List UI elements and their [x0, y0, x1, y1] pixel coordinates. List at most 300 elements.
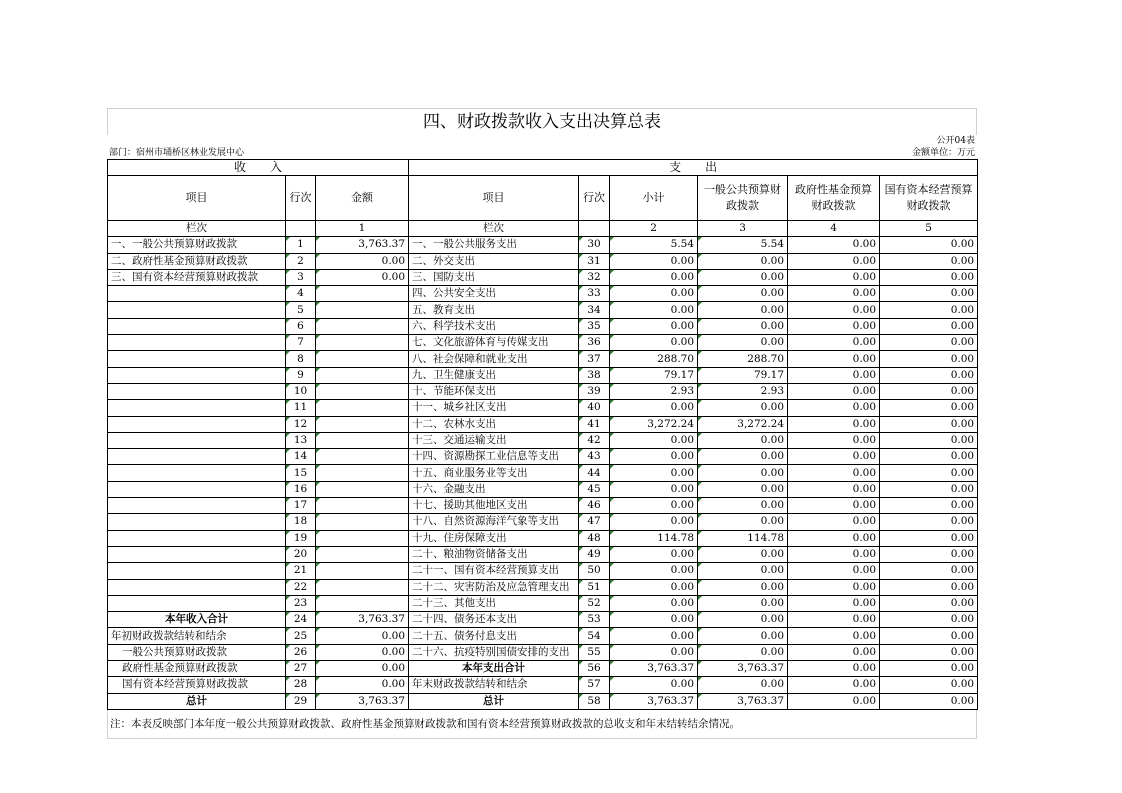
- fund-amount: [788, 498, 880, 514]
- left-item: [108, 449, 286, 465]
- fund-amount: [788, 661, 880, 677]
- right-item: [409, 644, 579, 660]
- right-line: [579, 563, 610, 579]
- general-amount-text: 0.00: [760, 336, 785, 349]
- left-line: [286, 302, 316, 318]
- col-number-5: 5: [880, 221, 978, 237]
- left-amount: [316, 661, 409, 677]
- right-line: [579, 579, 610, 595]
- fund-amount-text: 0.00: [852, 434, 877, 446]
- left-line: [286, 481, 316, 497]
- left-line-text: 18: [293, 515, 308, 528]
- general-amount: [698, 318, 788, 334]
- right-line-text: 32: [587, 271, 601, 284]
- general-amount: [698, 351, 788, 367]
- fund-amount: [788, 677, 880, 693]
- right-line: [579, 514, 610, 530]
- subtotal: [610, 465, 698, 481]
- general-amount-text: 0.00: [760, 499, 785, 512]
- left-item: [108, 269, 286, 285]
- fund-amount: [788, 465, 880, 481]
- left-amount-text: 0.00: [381, 678, 406, 691]
- left-amount: [316, 237, 409, 253]
- state-capital-amount-text: 0.00: [950, 515, 975, 528]
- fund-amount-text: 0.00: [852, 401, 877, 414]
- right-line-text: 50: [587, 564, 601, 577]
- state-capital-amount-text: 0.00: [950, 287, 975, 300]
- left-line-text: 28: [293, 678, 308, 691]
- left-amount-text: 0.00: [381, 645, 406, 658]
- col-number-3: 3: [698, 221, 788, 237]
- fund-amount: [788, 546, 880, 562]
- right-item: [409, 416, 579, 432]
- state-capital-amount: [880, 465, 978, 481]
- general-amount: [698, 677, 788, 693]
- cell-marker-icon: [316, 661, 320, 665]
- right-line: [579, 628, 610, 644]
- right-line: [579, 367, 610, 383]
- right-line: [579, 400, 610, 416]
- state-capital-amount: [880, 383, 978, 399]
- fund-amount-text: 0.00: [852, 303, 877, 316]
- subtotal-text: 0.00: [670, 303, 695, 316]
- left-item: [108, 579, 286, 595]
- left-line: [286, 400, 316, 416]
- cell-marker-icon: [316, 417, 320, 421]
- general-amount-text: 0.00: [760, 645, 785, 658]
- general-amount-text: 3,763.37: [737, 694, 785, 707]
- left-amount: [316, 563, 409, 579]
- general-amount: [698, 514, 788, 530]
- table-row: [108, 400, 978, 416]
- right-line-text: 39: [587, 385, 601, 398]
- right-item-text: 二、外交支出: [412, 254, 476, 267]
- cell-marker-icon: [286, 400, 290, 404]
- state-capital-amount-text: 0.00: [950, 531, 975, 544]
- state-capital-amount-text: 0.00: [950, 678, 975, 691]
- left-line-text: 19: [293, 531, 308, 544]
- right-item-text: 二十四、债务还本支出: [412, 613, 518, 626]
- cell-marker-icon: [698, 580, 702, 584]
- general-amount: [698, 530, 788, 546]
- right-line: [579, 351, 610, 367]
- subtotal-text: 3,763.37: [647, 662, 695, 675]
- general-amount-text: 0.00: [760, 319, 785, 332]
- right-line: [579, 383, 610, 399]
- state-capital-amount-text: 0.00: [950, 482, 975, 495]
- left-item: [108, 693, 286, 709]
- right-item: [409, 449, 579, 465]
- right-item-text: 六、科学技术支出: [412, 319, 497, 332]
- cell-marker-icon: [579, 694, 583, 698]
- cell-marker-icon: [610, 465, 614, 469]
- fund-amount-text: 0.00: [852, 564, 877, 577]
- state-capital-amount-text: 0.00: [950, 385, 975, 398]
- general-amount-text: 3,272.24: [737, 417, 785, 430]
- table-row: [108, 432, 978, 448]
- col-number-1: 1: [316, 221, 409, 237]
- table-row: [108, 481, 978, 497]
- cell-marker-icon: [316, 335, 320, 339]
- right-item-text: 十七、援助其他地区支出: [412, 499, 528, 512]
- general-amount-text: 288.70: [747, 352, 785, 365]
- right-line-text: 34: [587, 303, 601, 316]
- general-amount-text: 79.17: [753, 368, 785, 381]
- cell-marker-icon: [286, 661, 290, 665]
- left-line-text: 15: [293, 466, 308, 479]
- state-capital-amount-text: 0.00: [950, 303, 975, 316]
- cell-marker-icon: [698, 270, 702, 274]
- right-line: [579, 465, 610, 481]
- cell-marker-icon: [698, 547, 702, 551]
- general-amount: [698, 253, 788, 269]
- right-line-text: 35: [587, 319, 601, 332]
- cell-marker-icon: [316, 400, 320, 404]
- right-item-text: 十四、资源勘探工业信息等支出: [412, 450, 560, 463]
- left-line-text: 7: [297, 336, 304, 349]
- right-item: [409, 286, 579, 302]
- right-line-text: 58: [587, 694, 601, 707]
- state-capital-amount-text: 0.00: [950, 401, 975, 414]
- right-item-text: 二十一、国有资本经营预算支出: [412, 564, 560, 577]
- left-item-text: 总计: [186, 694, 207, 707]
- left-line-text: 6: [297, 319, 304, 332]
- right-item: [409, 383, 579, 399]
- state-capital-amount: [880, 318, 978, 334]
- right-line: [579, 546, 610, 562]
- left-line-text: 11: [293, 401, 308, 414]
- fund-amount: [788, 530, 880, 546]
- cell-marker-icon: [610, 612, 614, 616]
- fund-amount-text: 0.00: [852, 694, 877, 707]
- cell-marker-icon: [610, 514, 614, 518]
- subtotal: [610, 563, 698, 579]
- general-amount: [698, 432, 788, 448]
- general-amount: [698, 416, 788, 432]
- fund-amount-text: 0.00: [852, 482, 877, 495]
- table-row: [108, 546, 978, 562]
- right-line: [579, 595, 610, 611]
- state-capital-amount: [880, 302, 978, 318]
- subtotal-text: 0.00: [670, 466, 695, 479]
- left-line: [286, 612, 316, 628]
- left-line-text: 25: [293, 629, 308, 642]
- left-amount: [316, 302, 409, 318]
- left-line-text: 3: [297, 271, 304, 284]
- subtotal: [610, 514, 698, 530]
- state-capital-amount-text: 0.00: [950, 694, 975, 707]
- left-line-text: 23: [293, 596, 308, 609]
- general-amount: [698, 269, 788, 285]
- cell-marker-icon: [579, 433, 583, 437]
- left-line: [286, 383, 316, 399]
- subtotal-text: 0.00: [670, 596, 695, 609]
- left-line-text: 27: [293, 662, 308, 675]
- state-capital-amount: [880, 416, 978, 432]
- left-line-text: 8: [297, 352, 304, 365]
- cell-marker-icon: [610, 482, 614, 486]
- right-item: [409, 400, 579, 416]
- cell-marker-icon: [698, 351, 702, 355]
- cell-marker-icon: [610, 254, 614, 258]
- right-item-text: 十六、金融支出: [412, 482, 486, 495]
- right-line: [579, 677, 610, 693]
- general-amount: [698, 383, 788, 399]
- left-amount: [316, 465, 409, 481]
- left-amount-text: 3,763.37: [358, 694, 406, 707]
- fund-amount-text: 0.00: [852, 287, 877, 300]
- general-amount: [698, 400, 788, 416]
- subtotal-text: 0.00: [670, 613, 695, 626]
- left-item: [108, 432, 286, 448]
- left-line-text: 24: [293, 613, 308, 626]
- general-amount-text: 0.00: [760, 401, 785, 414]
- cell-marker-icon: [698, 319, 702, 323]
- header-general-budget: 一般公共预算财政拨款: [698, 176, 788, 221]
- right-item-text: 一、一般公共服务支出: [412, 238, 518, 251]
- table-row: [108, 563, 978, 579]
- left-line-text: 9: [297, 368, 304, 381]
- state-capital-amount: [880, 237, 978, 253]
- general-amount-text: 0.00: [760, 434, 785, 446]
- left-line: [286, 644, 316, 660]
- cell-marker-icon: [610, 319, 614, 323]
- subtotal-text: 0.00: [670, 271, 695, 284]
- right-item: [409, 514, 579, 530]
- right-line: [579, 335, 610, 351]
- general-amount: [698, 335, 788, 351]
- fund-amount: [788, 416, 880, 432]
- subtotal: [610, 286, 698, 302]
- left-item: [108, 563, 286, 579]
- cell-marker-icon: [286, 302, 290, 306]
- right-item-text: 十八、自然资源海洋气象等支出: [412, 515, 560, 528]
- left-amount-text: 3,763.37: [358, 613, 406, 626]
- left-line-text: 10: [293, 385, 308, 398]
- left-line: [286, 661, 316, 677]
- left-item: [108, 302, 286, 318]
- cell-marker-icon: [286, 286, 290, 290]
- subtotal-text: 79.17: [663, 368, 695, 381]
- fund-amount: [788, 383, 880, 399]
- left-line: [286, 286, 316, 302]
- fund-amount: [788, 318, 880, 334]
- section-header-row: [108, 160, 978, 176]
- fund-amount: [788, 628, 880, 644]
- cell-marker-icon: [579, 302, 583, 306]
- state-capital-amount: [880, 563, 978, 579]
- right-line: [579, 269, 610, 285]
- cell-marker-icon: [610, 677, 614, 681]
- right-line-text: 31: [587, 254, 601, 267]
- col-label-right: 栏次: [409, 221, 579, 237]
- subtotal-text: 0.00: [670, 645, 695, 658]
- right-item: [409, 481, 579, 497]
- right-item-text: 年末财政拨款结转和结余: [412, 678, 528, 691]
- state-capital-amount: [880, 449, 978, 465]
- cell-marker-icon: [286, 351, 290, 355]
- left-amount: [316, 318, 409, 334]
- right-line-text: 45: [587, 482, 601, 495]
- header-line: 行次: [286, 176, 316, 221]
- state-capital-amount-text: 0.00: [950, 254, 975, 267]
- subtotal: [610, 318, 698, 334]
- state-capital-amount: [880, 498, 978, 514]
- left-line: [286, 498, 316, 514]
- cell-marker-icon: [698, 498, 702, 502]
- subtotal-text: 0.00: [670, 515, 695, 528]
- cell-marker-icon: [579, 547, 583, 551]
- cell-marker-icon: [698, 417, 702, 421]
- cell-marker-icon: [286, 563, 290, 567]
- left-item: [108, 383, 286, 399]
- cell-marker-icon: [286, 482, 290, 486]
- header-fund-budget: 政府性基金预算财政拨款: [788, 176, 880, 221]
- left-amount: [316, 335, 409, 351]
- cell-marker-icon: [316, 498, 320, 502]
- cell-marker-icon: [610, 351, 614, 355]
- subtotal: [610, 677, 698, 693]
- cell-marker-icon: [698, 465, 702, 469]
- general-amount-text: 0.00: [760, 548, 785, 561]
- cell-marker-icon: [286, 531, 290, 535]
- general-amount: [698, 286, 788, 302]
- fund-amount-text: 0.00: [852, 417, 877, 430]
- right-item: [409, 530, 579, 546]
- right-line-text: 43: [587, 450, 601, 463]
- state-capital-amount: [880, 677, 978, 693]
- right-item-text: 八、社会保障和就业支出: [412, 352, 528, 365]
- fund-amount: [788, 481, 880, 497]
- left-line-text: 22: [293, 580, 308, 593]
- cell-marker-icon: [698, 237, 702, 241]
- general-amount-text: 0.00: [760, 596, 785, 609]
- left-amount: [316, 579, 409, 595]
- cell-marker-icon: [698, 335, 702, 339]
- subtotal-text: 5.54: [670, 238, 695, 251]
- left-amount-text: 0.00: [381, 271, 406, 284]
- left-amount: [316, 546, 409, 562]
- table-row: [108, 351, 978, 367]
- left-line-text: 29: [293, 694, 308, 707]
- cell-marker-icon: [579, 645, 583, 649]
- left-line: [286, 530, 316, 546]
- cell-marker-icon: [286, 433, 290, 437]
- right-line-text: 51: [587, 580, 601, 593]
- cell-marker-icon: [579, 580, 583, 584]
- general-amount-text: 0.00: [760, 515, 785, 528]
- left-item-text: 年初财政拨款结转和结余: [111, 629, 227, 642]
- subtotal-text: 288.70: [657, 352, 695, 365]
- left-item: [108, 661, 286, 677]
- fund-amount: [788, 644, 880, 660]
- table-row: [108, 628, 978, 644]
- cell-marker-icon: [698, 531, 702, 535]
- table-row: [108, 514, 978, 530]
- right-item: [409, 563, 579, 579]
- cell-marker-icon: [316, 482, 320, 486]
- state-capital-amount-text: 0.00: [950, 434, 975, 446]
- cell-marker-icon: [579, 661, 583, 665]
- cell-marker-icon: [610, 417, 614, 421]
- subtotal-text: 3,272.24: [647, 417, 695, 430]
- subtotal-text: 0.00: [670, 580, 695, 593]
- fund-amount-text: 0.00: [852, 629, 877, 642]
- cell-marker-icon: [579, 612, 583, 616]
- general-amount: [698, 595, 788, 611]
- right-item-text: 二十六、抗疫特别国债安排的支出: [412, 645, 570, 658]
- right-item: [409, 237, 579, 253]
- cell-marker-icon: [579, 465, 583, 469]
- state-capital-amount-text: 0.00: [950, 564, 975, 577]
- department-row: [107, 147, 977, 159]
- right-line: [579, 318, 610, 334]
- right-item-text: 二十、粮油物资储备支出: [412, 548, 528, 561]
- left-line-text: 20: [293, 548, 308, 561]
- right-item: [409, 498, 579, 514]
- right-item: [409, 693, 579, 709]
- state-capital-amount: [880, 269, 978, 285]
- subtotal-text: 0.00: [670, 254, 695, 267]
- col-number-4: 4: [788, 221, 880, 237]
- subtotal: [610, 612, 698, 628]
- budget-table: [107, 159, 978, 710]
- left-line: [286, 367, 316, 383]
- right-item: [409, 595, 579, 611]
- fund-amount-text: 0.00: [852, 645, 877, 658]
- cell-marker-icon: [610, 237, 614, 241]
- subtotal: [610, 693, 698, 709]
- left-line: [286, 628, 316, 644]
- left-item: [108, 286, 286, 302]
- left-item: [108, 351, 286, 367]
- general-amount-text: 0.00: [760, 303, 785, 316]
- subtotal: [610, 530, 698, 546]
- fund-amount-text: 0.00: [852, 385, 877, 398]
- report-title: 四、财政拨款收入支出决算总表: [107, 108, 977, 135]
- fund-amount: [788, 302, 880, 318]
- right-line-text: 37: [587, 352, 601, 365]
- cell-marker-icon: [610, 628, 614, 632]
- cell-marker-icon: [610, 433, 614, 437]
- left-line: [286, 465, 316, 481]
- subtotal: [610, 449, 698, 465]
- left-item: [108, 530, 286, 546]
- column-header-row: [108, 176, 978, 221]
- right-item: [409, 367, 579, 383]
- state-capital-amount: [880, 579, 978, 595]
- cell-marker-icon: [610, 645, 614, 649]
- subtotal-text: 0.00: [670, 287, 695, 300]
- cell-marker-icon: [579, 237, 583, 241]
- cell-marker-icon: [286, 514, 290, 518]
- fund-amount: [788, 595, 880, 611]
- left-amount: [316, 498, 409, 514]
- subtotal: [610, 579, 698, 595]
- left-item-text: 政府性基金预算财政拨款: [122, 662, 238, 675]
- state-capital-amount: [880, 661, 978, 677]
- left-item: [108, 253, 286, 269]
- state-capital-amount-text: 0.00: [950, 319, 975, 332]
- cell-marker-icon: [610, 661, 614, 665]
- cell-marker-icon: [286, 645, 290, 649]
- left-item: [108, 400, 286, 416]
- cell-marker-icon: [286, 677, 290, 681]
- subtotal: [610, 546, 698, 562]
- left-line: [286, 335, 316, 351]
- cell-marker-icon: [316, 286, 320, 290]
- right-line: [579, 661, 610, 677]
